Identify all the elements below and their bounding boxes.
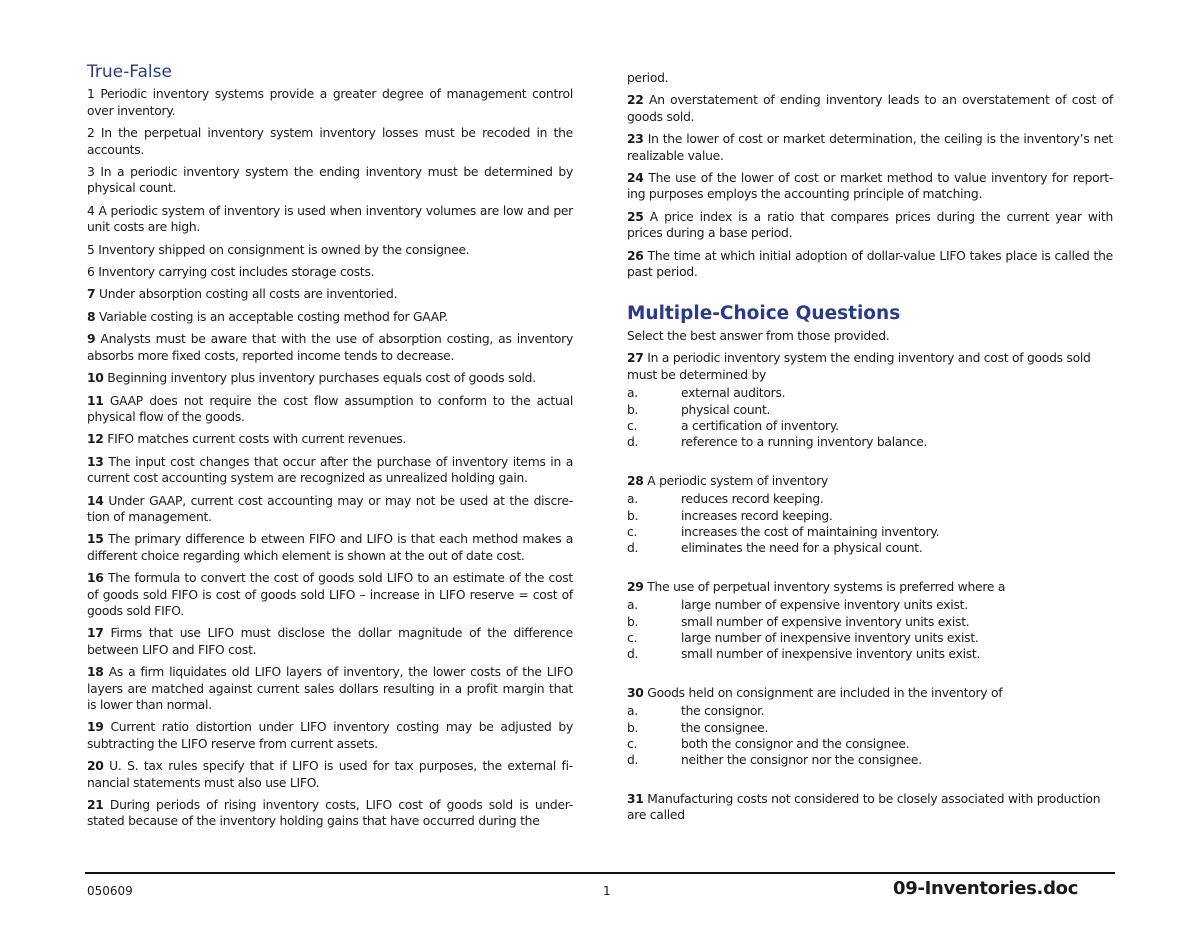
true-false-question xyxy=(87,242,573,258)
question-number: 19 xyxy=(87,720,104,735)
true-false-question xyxy=(87,493,573,526)
answer-option xyxy=(627,491,1113,507)
option-letter: a. xyxy=(627,598,638,613)
question-text: Analysts must be aware that with the use of absorption costing, as inventory absorbs more fixed costs, reported income tends to decrease. xyxy=(87,332,573,363)
question-text: In a periodic inventory system the ending inventory must be determined by physical count. xyxy=(87,165,573,196)
multiple-choice-question xyxy=(627,473,1113,557)
question-text: Goods held on consignment are included in the inventory of xyxy=(647,685,1003,700)
multiple-choice-question xyxy=(627,685,1113,769)
question-text: In a periodic inventory system the ending inventory and cost of goods sold must be determined by xyxy=(627,351,1091,382)
left-column xyxy=(87,64,573,836)
question-number: 4 xyxy=(87,203,95,218)
option-letter: d. xyxy=(627,753,639,768)
answer-option xyxy=(627,630,1113,646)
answer-option xyxy=(627,540,1113,556)
option-text: increases the cost of maintaining inventory. xyxy=(681,524,940,539)
answer-option xyxy=(627,385,1113,401)
multiple-choice-question xyxy=(627,579,1113,663)
true-false-question xyxy=(87,203,573,236)
question-text: As a firm liquidates old LIFO layers of inventory, the lower costs of the LIFO layers are matched against current sales dollars resulting in a profit margin that is lower than normal. xyxy=(87,665,573,712)
true-false-question xyxy=(87,454,573,487)
question-text: Beginning inventory plus inventory purchases equals cost of goods sold. xyxy=(107,371,536,386)
multiple-choice-intro: Select the best answer from those provided. xyxy=(627,328,890,343)
question-text: The use of perpetual inventory systems is preferred where a xyxy=(647,579,1006,594)
option-letter: b. xyxy=(627,614,639,629)
option-text: eliminates the need for a physical count. xyxy=(681,541,923,556)
question-text: The formula to convert the cost of goods sold LIFO to an estimate of the cost of goods sold FIFO is cost of goods sold LIFO – increase in LIFO reserve = cost of goods sold FIFO. xyxy=(87,571,573,618)
option-text: physical count. xyxy=(681,402,771,417)
option-text: the consignee. xyxy=(681,720,769,735)
option-letter: c. xyxy=(627,737,638,751)
option-text: neither the consignor nor the consignee. xyxy=(681,753,922,768)
question-number: 20 xyxy=(87,759,104,774)
question-text: Inventory carrying cost includes storage costs. xyxy=(98,265,375,280)
question-text: During periods of rising inventory costs, LIFO cost of goods sold is under-stated because of the inventory holding gains that have occurred during the xyxy=(87,798,573,829)
option-text: a certification of inventory. xyxy=(681,418,839,433)
true-false-question xyxy=(87,431,573,447)
answer-option xyxy=(627,703,1113,719)
option-text: external auditors. xyxy=(681,386,786,401)
question-text: GAAP does not require the cost flow assumption to conform to the actual physical flow of the goods. xyxy=(87,393,573,424)
question-stem xyxy=(627,579,1113,595)
footer-code: 050609 xyxy=(87,884,133,898)
footer-filename: 09-Inventories.doc xyxy=(893,878,1079,899)
question-text: The primary difference b etween FIFO and LIFO is that each method makes a different choice regarding which element is shown at the out of date cost. xyxy=(87,532,573,563)
question-number: 12 xyxy=(87,432,104,447)
true-false-question xyxy=(87,393,573,426)
question-number: 18 xyxy=(87,665,104,680)
question-text: Under GAAP, current cost accounting may or may not be used at the discre-tion of management. xyxy=(87,493,574,524)
question-text: In the lower of cost or market determination, the ceiling is the inventory’s net realizable value. xyxy=(627,132,1113,163)
page-number: 1 xyxy=(603,884,611,898)
true-false-question xyxy=(87,164,573,197)
question-number: 14 xyxy=(87,493,104,508)
question-text: The input cost changes that occur after the purchase of inventory items in a current cost accounting system are recognized as unrealized holding gain. xyxy=(87,454,573,486)
option-text: reference to a running inventory balance. xyxy=(681,435,928,450)
true-false-question xyxy=(627,92,1113,125)
answer-option xyxy=(627,524,1113,540)
question-number: 21 xyxy=(87,798,104,813)
question-text: A periodic system of inventory xyxy=(647,473,829,488)
true-false-question xyxy=(87,309,573,325)
question-text: Manufacturing costs not considered to be closely associated with production are called xyxy=(627,791,1101,823)
option-letter: d. xyxy=(627,435,639,450)
continued-text: period. xyxy=(627,71,669,85)
question-text: Periodic inventory systems provide a greater degree of management control over inventory. xyxy=(87,87,573,118)
question-number: 9 xyxy=(87,332,96,347)
multiple-choice-heading: Multiple-Choice Questions xyxy=(627,303,901,325)
question-number: 8 xyxy=(87,309,96,324)
question-number: 3 xyxy=(87,165,95,180)
question-number: 15 xyxy=(87,532,104,547)
right-column xyxy=(627,70,1113,846)
true-false-question xyxy=(87,286,573,302)
option-text: large number of inexpensive inventory units exist. xyxy=(681,630,979,645)
answer-option xyxy=(627,597,1113,613)
true-false-question xyxy=(87,664,573,713)
answer-option xyxy=(627,752,1113,768)
true-false-question xyxy=(87,264,573,280)
question-number: 2 xyxy=(87,126,95,141)
answer-option xyxy=(627,418,1113,434)
option-letter: d. xyxy=(627,647,639,662)
question-number: 1 xyxy=(87,87,95,102)
question-number: 27 xyxy=(627,351,644,366)
footer-divider xyxy=(85,872,1115,874)
question-text: Firms that use LIFO must disclose the dollar magnitude of the difference between LIFO and FIFO cost. xyxy=(87,626,573,657)
option-letter: c. xyxy=(627,630,638,645)
question-number: 29 xyxy=(627,579,644,594)
option-text: reduces record keeping. xyxy=(681,492,824,507)
true-false-question xyxy=(87,125,573,158)
question-stem xyxy=(627,791,1113,824)
option-text: small number of inexpensive inventory units exist. xyxy=(681,647,981,662)
question-number: 16 xyxy=(87,571,104,586)
true-false-question xyxy=(87,797,573,830)
multiple-choice-question xyxy=(627,791,1113,824)
question-text: The use of the lower of cost or market method to value inventory for report-ing purposes employs the accounting principle of matching. xyxy=(627,171,1113,202)
question-text: Under absorption costing all costs are inventoried. xyxy=(98,287,398,302)
question-number: 10 xyxy=(87,371,104,386)
question-text: In the perpetual inventory system inventory losses must be recoded in the accounts. xyxy=(87,126,573,157)
answer-option xyxy=(627,736,1113,752)
answer-option xyxy=(627,508,1113,524)
question-number: 13 xyxy=(87,454,104,469)
option-letter: a. xyxy=(627,704,638,719)
question-number: 17 xyxy=(87,626,104,641)
question-text: A periodic system of inventory is used when inventory volumes are low and per unit costs are high. xyxy=(87,203,573,235)
question-number: 25 xyxy=(627,209,644,224)
true-false-question xyxy=(87,331,573,364)
true-false-list-continued xyxy=(627,92,1113,280)
option-letter: a. xyxy=(627,492,638,507)
true-false-question xyxy=(87,370,573,386)
true-false-question xyxy=(627,131,1113,164)
true-false-question xyxy=(87,531,573,564)
option-letter: b. xyxy=(627,720,639,735)
option-letter: c. xyxy=(627,524,638,539)
question-stem xyxy=(627,350,1113,383)
multiple-choice-question xyxy=(627,350,1113,450)
true-false-question xyxy=(627,209,1113,242)
question-text: Inventory shipped on consignment is owned by the consignee. xyxy=(98,242,470,257)
question-number: 30 xyxy=(627,685,644,700)
option-letter: c. xyxy=(627,418,638,433)
question-number: 11 xyxy=(87,393,104,408)
true-false-question xyxy=(627,248,1113,281)
true-false-question xyxy=(87,625,573,658)
question-text: FIFO matches current costs with current revenues. xyxy=(107,432,407,447)
option-text: the consignor. xyxy=(681,704,765,719)
multiple-choice-list xyxy=(627,350,1113,823)
question-text: U. S. tax rules specify that if LIFO is used for tax purposes, the external fi-nancial statements must also use LIFO. xyxy=(87,759,573,790)
question-number: 24 xyxy=(627,171,644,186)
option-text: small number of expensive inventory units exist. xyxy=(681,614,970,629)
question-number: 5 xyxy=(87,242,95,257)
answer-option xyxy=(627,646,1113,662)
true-false-question xyxy=(627,170,1113,203)
true-false-question xyxy=(87,758,573,791)
answer-option xyxy=(627,614,1113,630)
question-number: 6 xyxy=(87,265,95,280)
true-false-question xyxy=(87,719,573,752)
true-false-question xyxy=(87,570,573,619)
question-text: Current ratio distortion under LIFO inventory costing may be adjusted by subtracting the LIFO reserve from current assets. xyxy=(87,720,573,751)
answer-option xyxy=(627,434,1113,450)
question-number: 31 xyxy=(627,791,644,806)
option-letter: b. xyxy=(627,402,639,417)
question-stem xyxy=(627,685,1113,701)
true-false-heading: True-False xyxy=(87,62,172,82)
question-number: 23 xyxy=(627,132,644,147)
question-text: The time at which initial adoption of dollar-value LIFO takes place is called the past period. xyxy=(627,248,1113,280)
question-number: 26 xyxy=(627,248,644,263)
question-number: 22 xyxy=(627,93,644,108)
true-false-list xyxy=(87,86,573,829)
answer-option xyxy=(627,402,1113,418)
true-false-question xyxy=(87,86,573,119)
question-text: Variable costing is an acceptable costing method for GAAP. xyxy=(98,309,448,324)
question-number: 28 xyxy=(627,473,644,488)
question-number: 7 xyxy=(87,287,96,302)
option-letter: a. xyxy=(627,386,638,401)
question-stem xyxy=(627,473,1113,489)
option-letter: d. xyxy=(627,541,639,556)
option-letter: b. xyxy=(627,508,639,523)
answer-option xyxy=(627,720,1113,736)
option-text: increases record keeping. xyxy=(681,508,833,523)
option-text: both the consignor and the consignee. xyxy=(681,737,910,751)
question-text: An overstatement of ending inventory leads to an overstatement of cost of goods sold. xyxy=(627,93,1113,124)
option-text: large number of expensive inventory units exist. xyxy=(681,598,968,613)
question-text: A price index is a ratio that compares prices during the current year with prices during a base period. xyxy=(627,209,1113,241)
